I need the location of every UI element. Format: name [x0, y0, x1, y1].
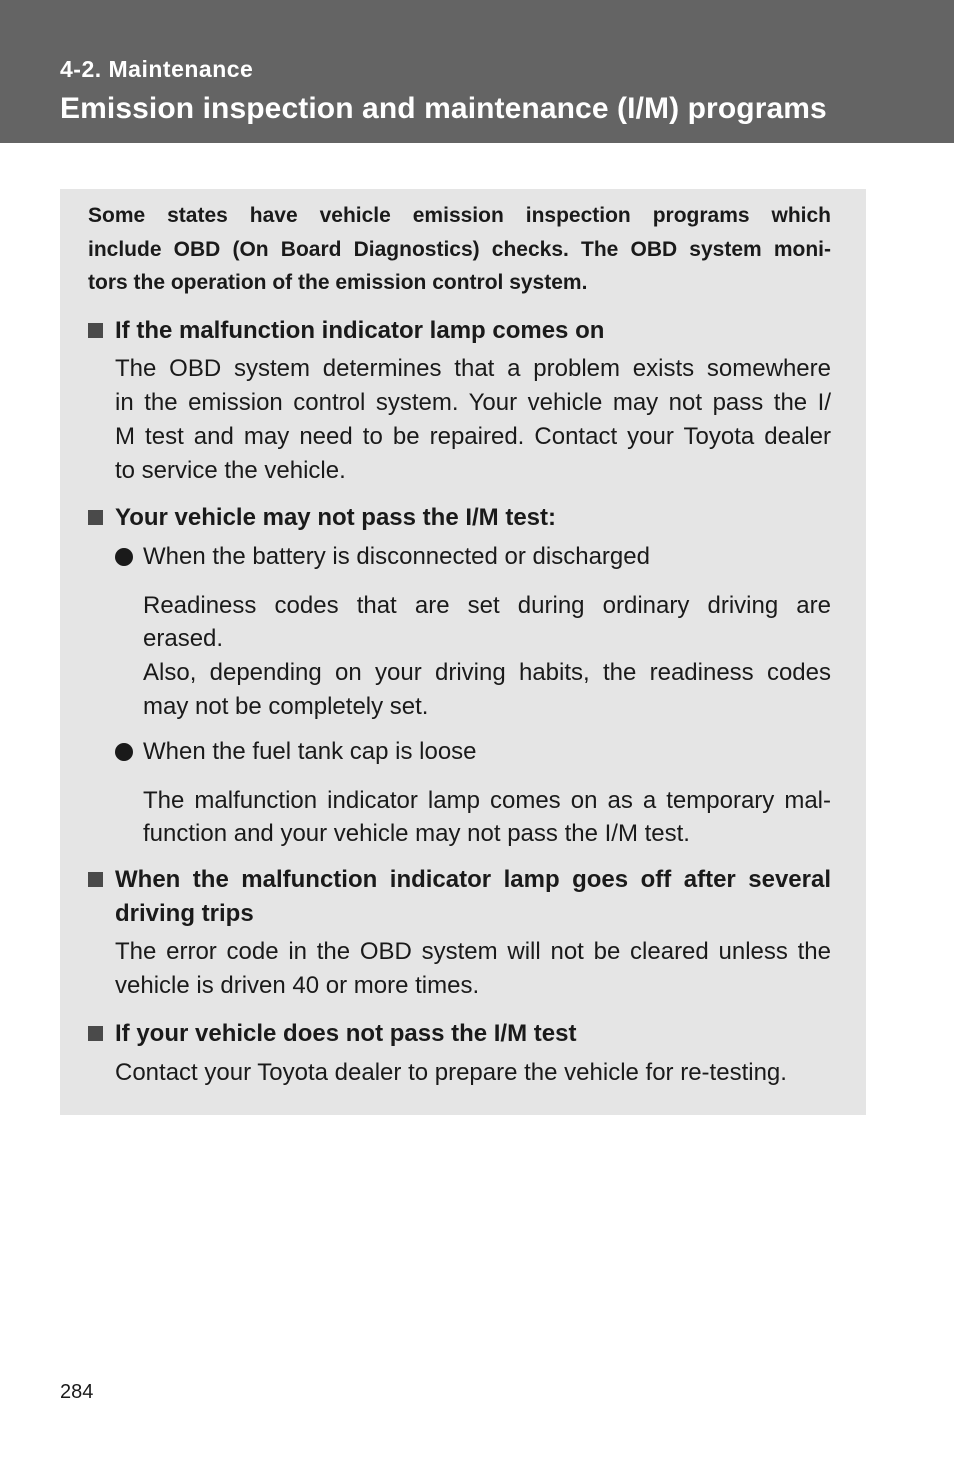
bullet-body-line: erased. — [143, 625, 224, 652]
intro-line: tors the operation of the emission control system. — [88, 271, 588, 294]
section-body-line: M test and may need to be repaired. Contact your Toyota dealer — [115, 423, 831, 450]
bullet-label: When the battery is disconnected or discharged — [143, 543, 650, 570]
page-number: 284 — [60, 1381, 94, 1403]
bullet-body-line: The malfunction indicator lamp comes on as a temporary mal- — [143, 787, 831, 814]
page-header — [0, 0, 954, 143]
section-heading: When the malfunction indicator lamp goes off after several — [115, 866, 831, 893]
black-square-icon — [88, 323, 103, 338]
section-body-line: Contact your Toyota dealer to prepare the vehicle for re-testing. — [115, 1059, 787, 1086]
section-body-line: vehicle is driven 40 or more times. — [115, 972, 480, 999]
page-title: Emission inspection and maintenance (I/M) programs — [60, 92, 827, 125]
bullet-body-line: Readiness codes that are set during ordinary driving are — [143, 592, 831, 619]
section-label: 4-2. Maintenance — [60, 56, 254, 82]
bullet-body-line: Also, depending on your driving habits, the readiness codes — [143, 659, 831, 686]
intro-line: Some states have vehicle emission inspection programs which — [88, 204, 831, 227]
section-heading: Your vehicle may not pass the I/M test: — [115, 504, 556, 531]
bullet-label: When the fuel tank cap is loose — [143, 738, 477, 765]
bullet-body-line: may not be completely set. — [143, 693, 429, 720]
section-heading: driving trips — [115, 900, 254, 927]
section-body-line: to service the vehicle. — [115, 457, 346, 484]
section-body-line: The OBD system determines that a problem exists somewhere — [115, 355, 831, 382]
section-heading: If your vehicle does not pass the I/M test — [115, 1020, 577, 1047]
intro-line: include OBD (On Board Diagnostics) checks. The OBD system moni- — [88, 238, 831, 261]
section-body-line: The error code in the OBD system will not be cleared unless the — [115, 938, 831, 965]
black-circle-icon — [115, 743, 133, 761]
black-square-icon — [88, 1026, 103, 1041]
black-square-icon — [88, 510, 103, 525]
black-square-icon — [88, 872, 103, 887]
black-circle-icon — [115, 548, 133, 566]
section-body-line: in the emission control system. Your vehicle may not pass the I/ — [115, 389, 831, 416]
section-heading: If the malfunction indicator lamp comes on — [115, 317, 605, 344]
bullet-body-line: function and your vehicle may not pass the I/M test. — [143, 820, 690, 847]
